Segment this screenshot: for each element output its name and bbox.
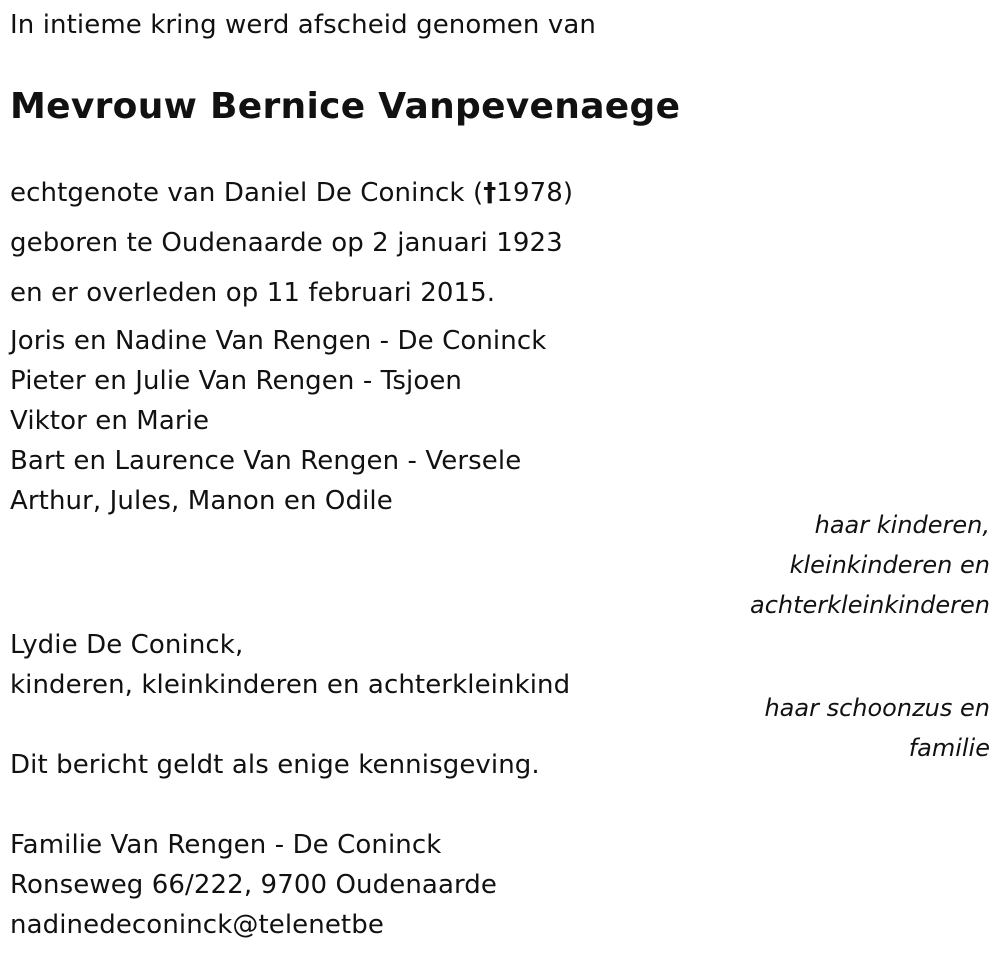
family-line: Arthur, Jules, Manon en Odile [10, 486, 393, 516]
spouse-line [10, 177, 573, 209]
deceased-name: Mevrouw Bernice Vanpevenaege [10, 86, 681, 127]
contact-email: nadinedeconinck@telenetbe [10, 910, 384, 940]
cross-icon: † [483, 178, 497, 208]
family-caption-line: achterkleinkinderen [750, 591, 990, 619]
contact-address: Ronseweg 66/222, 9700 Oudenaarde [10, 870, 498, 900]
in-law-line: Lydie De Coninck, [10, 630, 244, 660]
spouse-suffix: 1978) [496, 178, 574, 208]
intro-text: In intieme kring werd afscheid genomen van [10, 10, 596, 40]
spouse-prefix: echtgenote van Daniel De Coninck ( [10, 178, 484, 208]
notice-text: Dit bericht geldt als enige kennisgeving. [10, 750, 540, 780]
family-line: Joris en Nadine Van Rengen - De Coninck [10, 326, 547, 356]
in-laws-caption-line: haar schoonzus en [764, 694, 990, 722]
birth-line: geboren te Oudenaarde op 2 januari 1923 [10, 228, 563, 258]
family-caption-line: kleinkinderen en [789, 551, 990, 579]
family-caption-line: haar kinderen, [814, 511, 990, 539]
in-laws-caption-line: familie [908, 734, 990, 762]
in-law-line: kinderen, kleinkinderen en achterkleinkind [10, 670, 571, 700]
contact-family: Familie Van Rengen - De Coninck [10, 830, 442, 860]
family-line: Viktor en Marie [10, 406, 210, 436]
in-laws-caption [764, 688, 990, 768]
family-line: Pieter en Julie Van Rengen - Tsjoen [10, 366, 462, 396]
family-line: Bart en Laurence Van Rengen - Versele [10, 446, 522, 476]
death-line: en er overleden op 11 februari 2015. [10, 278, 496, 308]
family-caption [750, 505, 990, 625]
